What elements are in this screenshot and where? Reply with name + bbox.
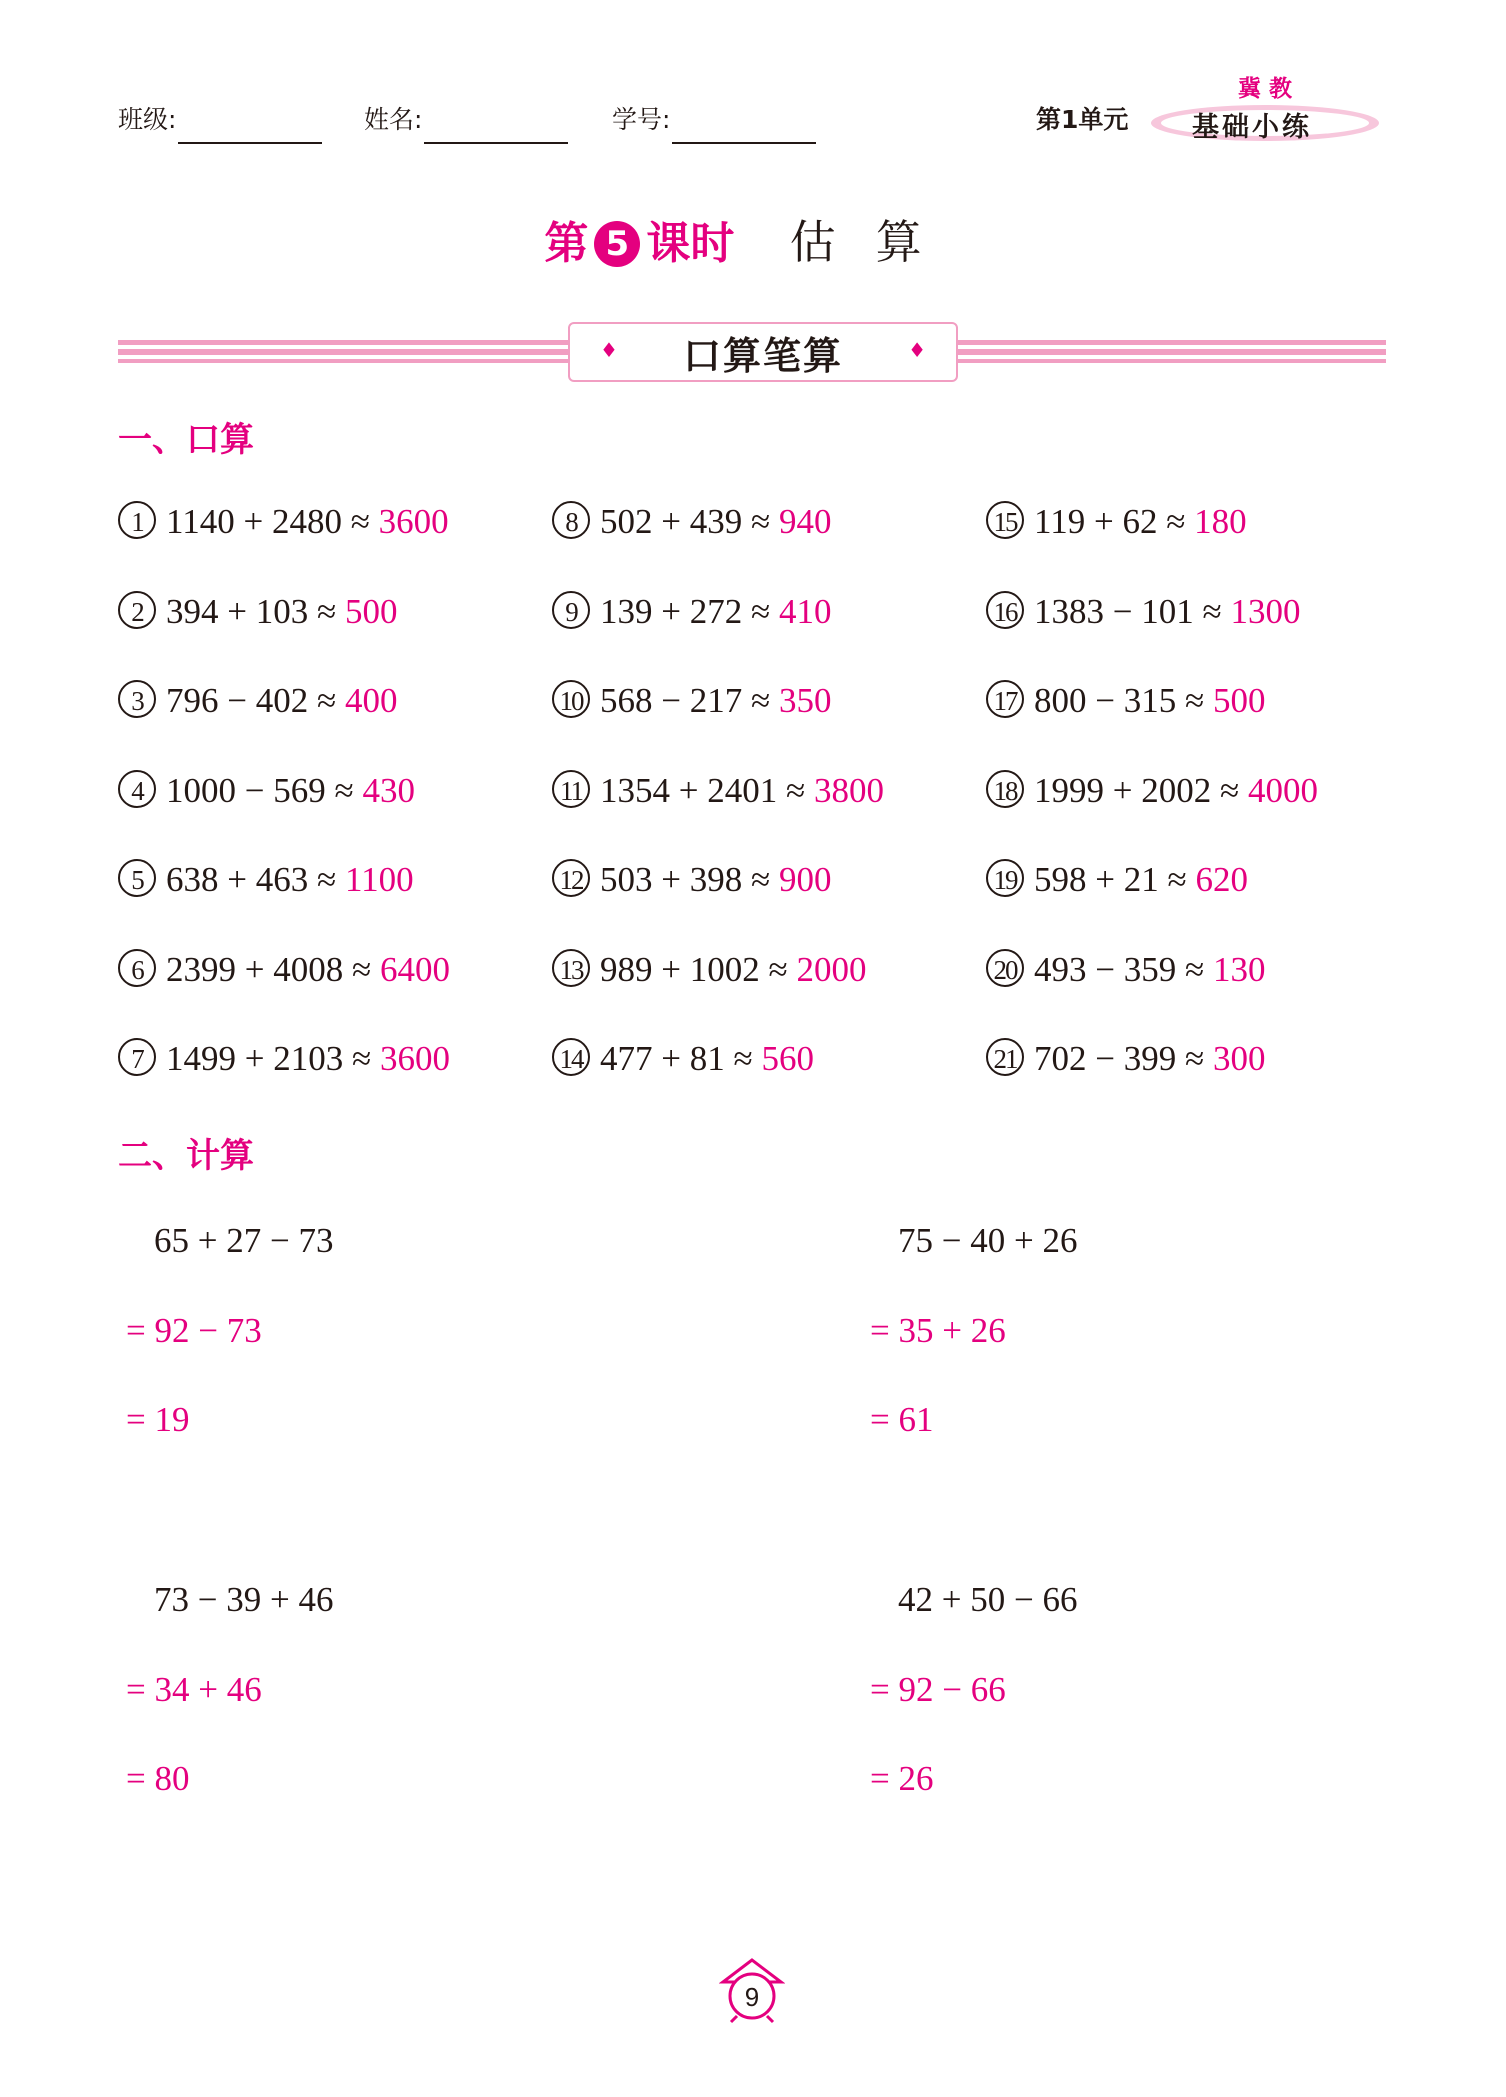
section-heading-calculation: 二、计算	[118, 1136, 254, 1176]
item-number: 20	[986, 949, 1024, 987]
student-id-blank[interactable]	[672, 102, 816, 144]
item-number: 14	[552, 1038, 590, 1076]
brand-title: 基础小练	[1192, 112, 1312, 143]
student-id-field	[612, 96, 816, 144]
diamond-icon: ♦	[600, 338, 618, 362]
item-expression: 568 − 217 ≈	[600, 681, 779, 720]
mental-math-item	[552, 678, 831, 724]
calc-expression: 42 + 50 − 66	[898, 1580, 1078, 1619]
banner-badge	[568, 322, 958, 382]
calc-result: = 26	[870, 1759, 934, 1798]
item-number: 6	[118, 949, 156, 987]
item-expression: 702 − 399 ≈	[1034, 1039, 1213, 1078]
student-id-label: 学号:	[612, 105, 671, 134]
item-expression: 139 + 272 ≈	[600, 591, 779, 631]
item-number: 2	[118, 591, 156, 629]
item-answer: 300	[1212, 1039, 1266, 1078]
class-blank[interactable]	[178, 102, 322, 144]
item-number: 21	[986, 1038, 1024, 1076]
item-answer: 500	[344, 591, 398, 631]
item-expression: 1354 + 2401 ≈	[600, 770, 814, 810]
item-answer: 4000	[1247, 770, 1318, 810]
item-answer: 900	[778, 860, 832, 899]
item-expression: 796 − 402 ≈	[166, 681, 345, 720]
calc-step: = 92 − 73	[126, 1311, 262, 1350]
item-number: 3	[118, 680, 156, 718]
item-expression: 989 + 1002 ≈	[600, 949, 797, 989]
item-answer: 130	[1212, 949, 1266, 989]
calc-expression: 73 − 39 + 46	[154, 1580, 334, 1619]
item-expression: 477 + 81 ≈	[600, 1039, 762, 1078]
page-number: 9	[744, 1982, 760, 2012]
page-number-badge	[719, 1958, 785, 2024]
mental-math-item	[118, 947, 450, 993]
item-answer: 2000	[796, 949, 867, 989]
item-number: 12	[552, 859, 590, 897]
item-expression: 1499 + 2103 ≈	[166, 1039, 380, 1078]
item-number: 4	[118, 770, 156, 808]
calc-step: = 34 + 46	[126, 1670, 262, 1709]
item-number: 11	[552, 770, 590, 808]
mental-math-item	[986, 768, 1318, 814]
mental-math-item	[118, 857, 414, 903]
item-answer: 3600	[379, 1039, 450, 1078]
item-answer: 350	[778, 681, 832, 720]
lesson-prefix: 第	[544, 218, 589, 269]
item-expression: 2399 + 4008 ≈	[166, 949, 380, 989]
item-answer: 1300	[1230, 591, 1301, 631]
item-number: 9	[552, 591, 590, 629]
item-number: 8	[552, 501, 590, 539]
item-answer: 430	[362, 770, 415, 810]
calc-result: = 61	[870, 1400, 934, 1439]
mental-math-item	[552, 857, 831, 903]
name-blank[interactable]	[424, 102, 568, 144]
page-header	[0, 76, 1506, 156]
calc-expression: 65 + 27 − 73	[154, 1221, 334, 1260]
brand-pill	[1148, 102, 1382, 144]
mental-math-item	[986, 499, 1247, 545]
section-heading-mental-math: 一、口算	[118, 420, 254, 460]
class-label: 班级:	[118, 105, 177, 134]
item-answer: 500	[1212, 681, 1266, 720]
item-number: 15	[986, 501, 1024, 539]
lesson-number-badge: 5	[594, 221, 640, 267]
class-field	[118, 96, 322, 144]
item-expression: 800 − 315 ≈	[1034, 681, 1213, 720]
mental-math-item	[118, 1036, 450, 1082]
banner-title: 口算笔算	[682, 333, 843, 378]
item-number: 1	[118, 501, 156, 539]
mental-math-item	[552, 947, 866, 993]
item-answer: 560	[761, 1039, 814, 1078]
brand-logo	[1148, 70, 1388, 160]
item-answer: 1100	[344, 860, 414, 899]
item-answer: 180	[1194, 502, 1247, 541]
item-expression: 493 − 359 ≈	[1034, 949, 1213, 989]
item-expression: 119 + 62 ≈	[1034, 502, 1195, 541]
mental-math-item	[986, 589, 1300, 635]
item-expression: 598 + 21 ≈	[1034, 860, 1196, 899]
item-number: 10	[552, 680, 590, 718]
item-number: 18	[986, 770, 1024, 808]
lesson-topic: 估算	[789, 215, 962, 269]
item-number: 7	[118, 1038, 156, 1076]
item-number: 5	[118, 859, 156, 897]
mental-math-item	[986, 947, 1265, 993]
mental-math-item	[118, 589, 397, 635]
item-expression: 1383 − 101 ≈	[1034, 591, 1231, 631]
calc-result: = 19	[126, 1400, 190, 1439]
mental-math-item	[118, 768, 415, 814]
brand-publisher: 冀教	[1238, 76, 1300, 102]
item-expression: 503 + 398 ≈	[600, 860, 779, 899]
mental-math-item	[986, 1036, 1265, 1082]
item-expression: 1999 + 2002 ≈	[1034, 770, 1248, 810]
item-number: 13	[552, 949, 590, 987]
mental-math-item	[552, 768, 884, 814]
name-label: 姓名:	[364, 105, 423, 134]
item-expression: 502 + 439 ≈	[600, 502, 779, 541]
unit-label: 第1单元	[1036, 105, 1129, 134]
mental-math-item	[552, 499, 831, 545]
item-answer: 410	[778, 591, 832, 631]
calc-step: = 35 + 26	[870, 1311, 1006, 1350]
item-number: 16	[986, 591, 1024, 629]
item-answer: 6400	[379, 949, 450, 989]
mental-math-item	[986, 678, 1265, 724]
item-answer: 940	[778, 502, 832, 541]
lesson-tag	[544, 214, 734, 274]
item-expression: 394 + 103 ≈	[166, 591, 345, 631]
calc-result: = 80	[126, 1759, 190, 1798]
item-number: 17	[986, 680, 1024, 718]
diamond-icon: ♦	[908, 338, 926, 362]
item-answer: 3800	[813, 770, 884, 810]
item-number: 19	[986, 859, 1024, 897]
item-answer: 620	[1195, 860, 1248, 899]
mental-math-item	[552, 1036, 814, 1082]
mental-math-item	[986, 857, 1248, 903]
item-expression: 1000 − 569 ≈	[166, 770, 363, 810]
item-expression: 1140 + 2480 ≈	[166, 502, 379, 541]
item-answer: 3600	[378, 502, 449, 541]
mental-math-item	[552, 589, 831, 635]
lesson-suffix: 课时	[646, 218, 735, 269]
page-title	[0, 212, 1506, 274]
calc-step: = 92 − 66	[870, 1670, 1006, 1709]
name-field	[364, 96, 568, 144]
calc-expression: 75 − 40 + 26	[898, 1221, 1078, 1260]
mental-math-item	[118, 499, 449, 545]
item-expression: 638 + 463 ≈	[166, 860, 345, 899]
item-answer: 400	[344, 681, 398, 720]
mental-math-item	[118, 678, 397, 724]
